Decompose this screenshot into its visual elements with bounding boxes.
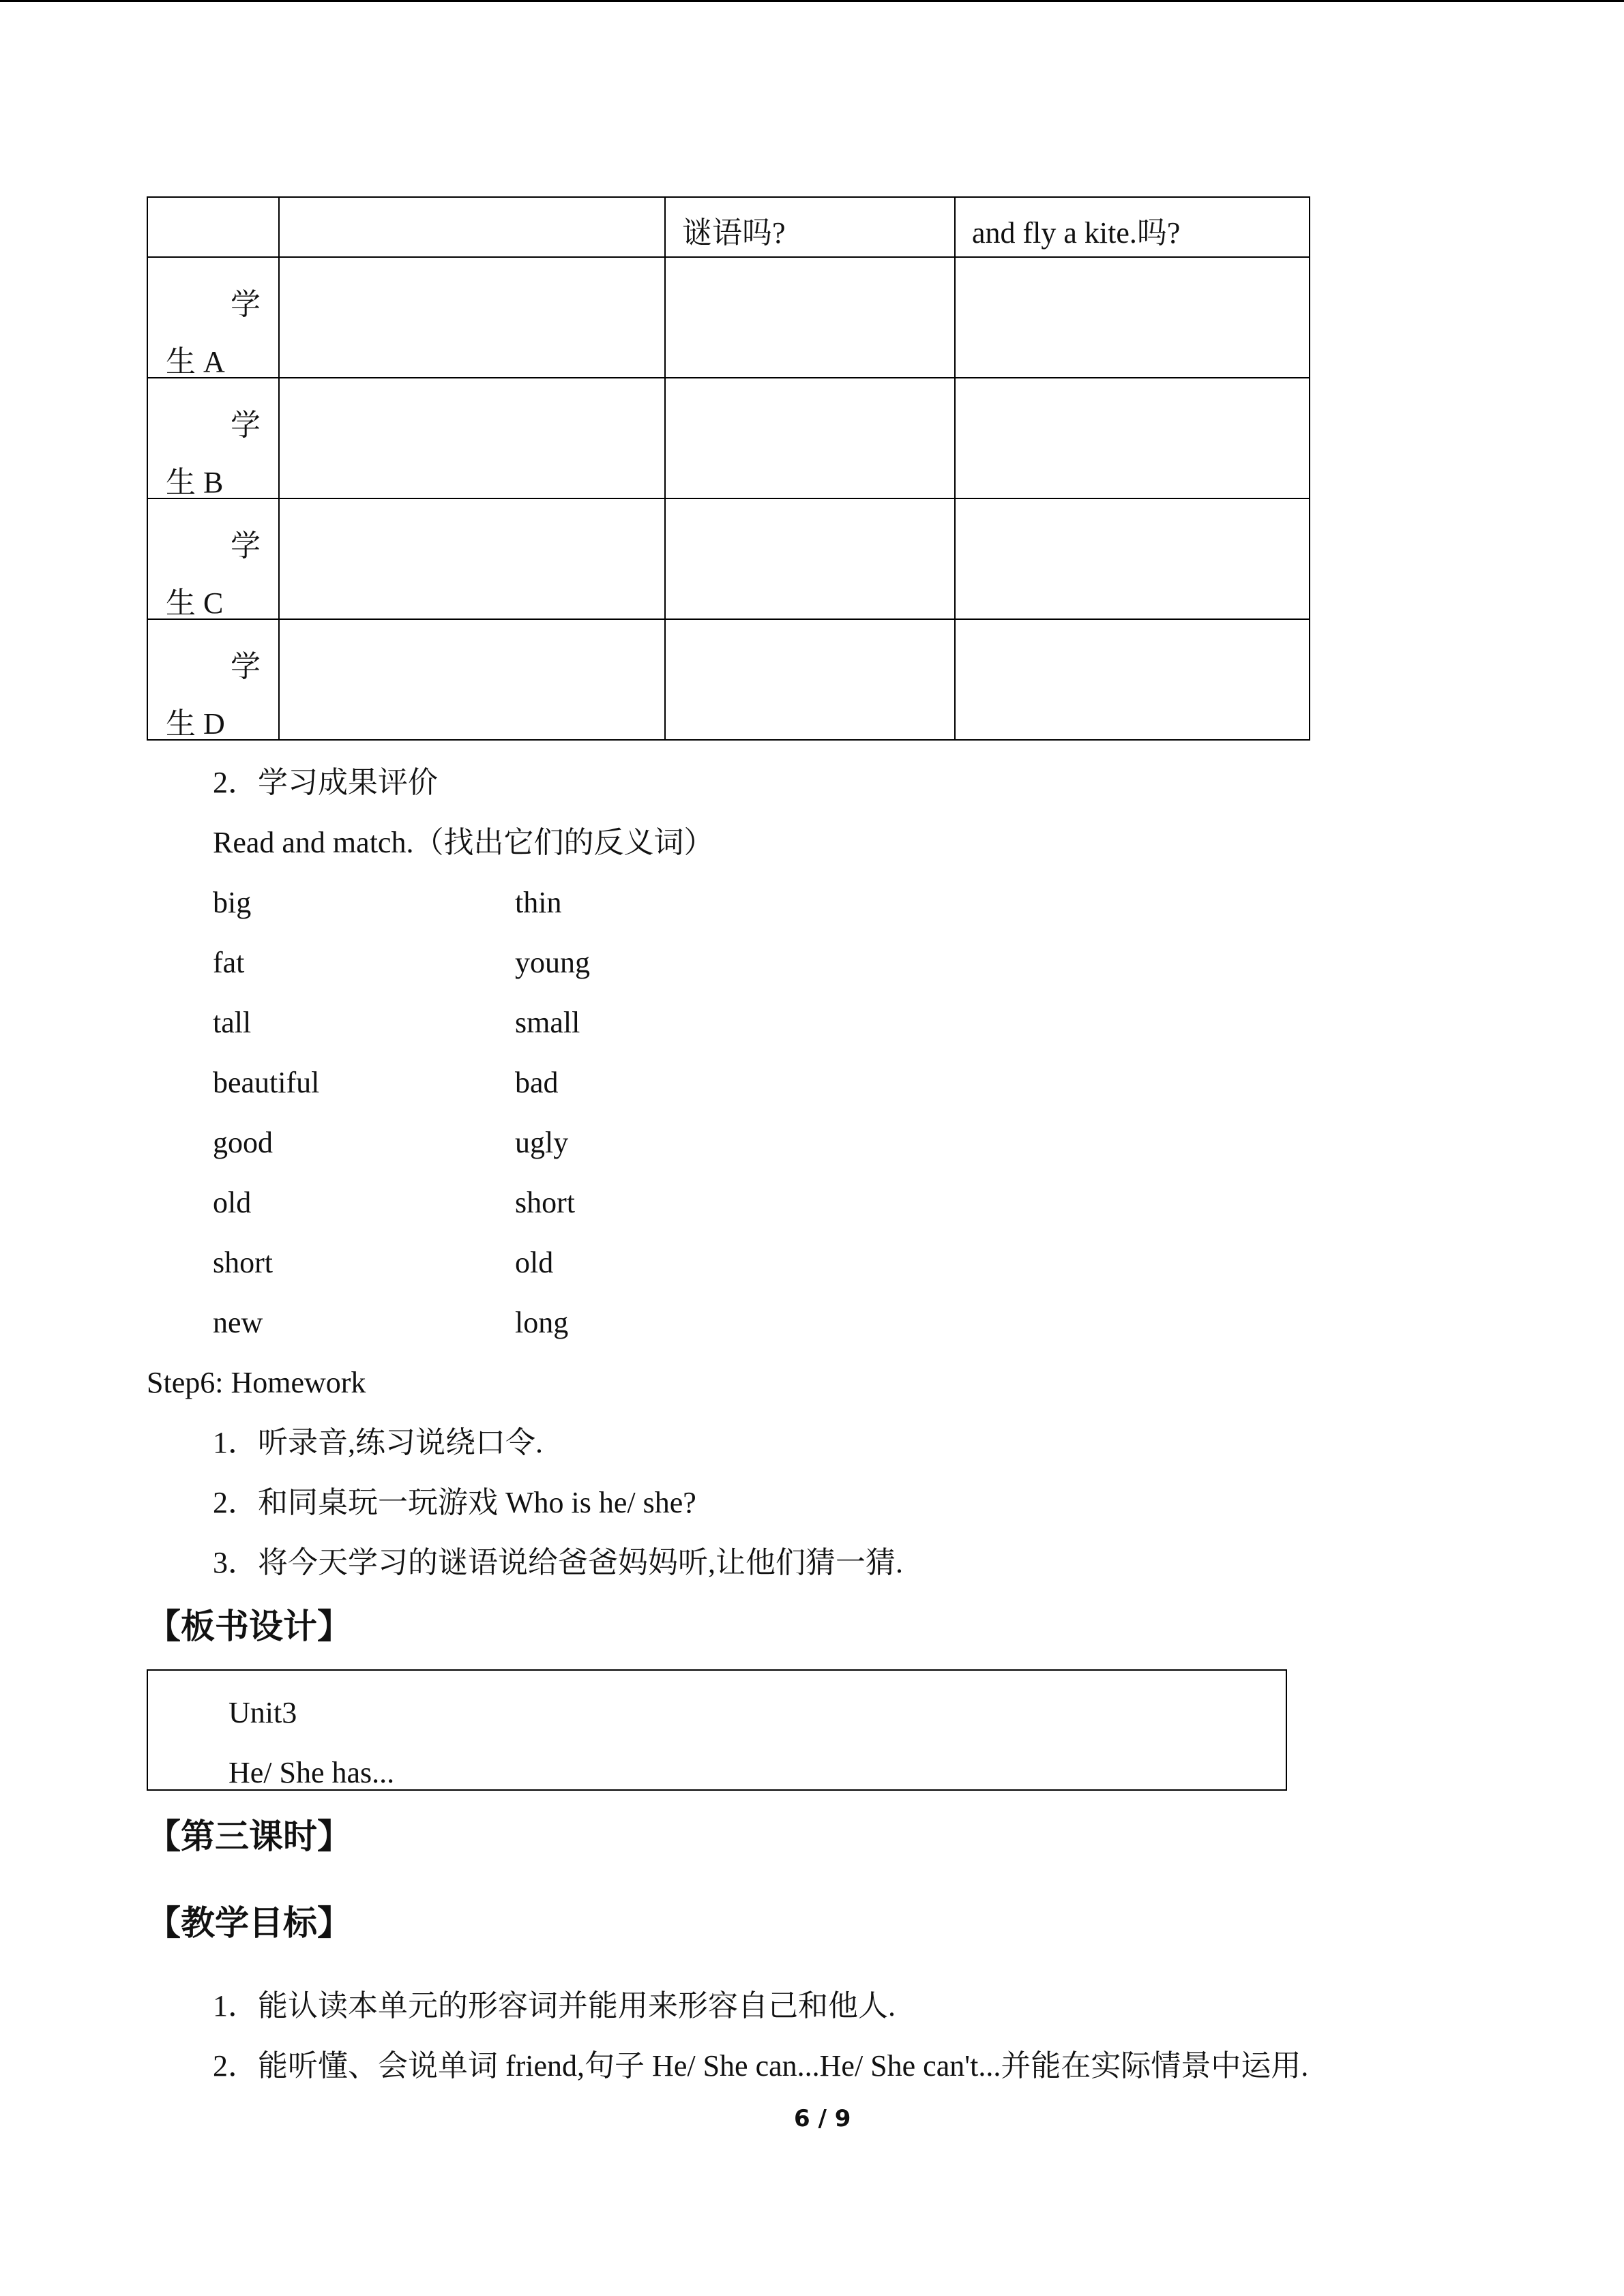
student-label-cell bbox=[147, 498, 279, 619]
match-word-right: short bbox=[515, 1186, 575, 1219]
table-row bbox=[147, 498, 1310, 619]
homework-item: 1．听录音,练习说绕口令. bbox=[213, 1426, 543, 1459]
evaluation-heading: 2．学习成果评价 bbox=[213, 766, 438, 799]
board-heading: 【板书设计】 bbox=[147, 1607, 351, 1646]
evaluation-table bbox=[147, 196, 1310, 741]
homework-item: 2．和同桌玩一玩游戏 Who is he/ she? bbox=[213, 1486, 696, 1519]
table-cell bbox=[665, 619, 955, 740]
table-row bbox=[147, 378, 1310, 498]
table-cell bbox=[279, 619, 665, 740]
evaluation-instruction: Read and match.（找出它们的反义词） bbox=[213, 826, 714, 859]
table-header-cell bbox=[147, 197, 279, 257]
table-cell bbox=[955, 619, 1310, 740]
table-row bbox=[147, 257, 1310, 378]
student-label-cell bbox=[147, 378, 279, 498]
page-number: 6 / 9 bbox=[794, 2105, 851, 2132]
student-label-top: 学 bbox=[231, 408, 261, 442]
match-word-right: bad bbox=[515, 1066, 559, 1099]
student-label-cell bbox=[147, 257, 279, 378]
board-line-1: Unit3 bbox=[228, 1696, 297, 1729]
match-word-right: long bbox=[515, 1306, 569, 1339]
table-cell bbox=[279, 257, 665, 378]
match-word-left: good bbox=[213, 1126, 273, 1159]
table-cell bbox=[279, 378, 665, 498]
match-word-right: small bbox=[515, 1006, 580, 1039]
table-cell bbox=[665, 498, 955, 619]
match-word-right: young bbox=[515, 946, 590, 979]
match-word-left: new bbox=[213, 1306, 263, 1339]
match-word-left: old bbox=[213, 1186, 252, 1219]
table-cell bbox=[665, 378, 955, 498]
table-cell bbox=[955, 498, 1310, 619]
table-header-cell: and fly a kite.吗? bbox=[955, 197, 1310, 257]
match-word-left: fat bbox=[213, 946, 245, 979]
match-word-left: tall bbox=[213, 1006, 252, 1039]
table-header-cell bbox=[279, 197, 665, 257]
table-header-row bbox=[147, 197, 1310, 257]
student-label-bottom: 生 B bbox=[166, 466, 224, 499]
table-cell bbox=[955, 378, 1310, 498]
match-word-right: thin bbox=[515, 886, 562, 919]
match-word-left: beautiful bbox=[213, 1066, 320, 1099]
top-border-line bbox=[0, 0, 1624, 2]
objectives-heading: 【教学目标】 bbox=[147, 1903, 351, 1943]
table-cell bbox=[955, 257, 1310, 378]
student-label-bottom: 生 C bbox=[166, 586, 224, 620]
table-row bbox=[147, 619, 1310, 740]
student-label-bottom: 生 D bbox=[166, 707, 225, 741]
student-label-top: 学 bbox=[231, 529, 261, 563]
homework-item: 3．将今天学习的谜语说给爸爸妈妈听,让他们猜一猜. bbox=[213, 1546, 903, 1579]
homework-title: Step6: Homework bbox=[147, 1366, 366, 1399]
objective-item: 1．能认读本单元的形容词并能用来形容自己和他人. bbox=[213, 1989, 896, 2023]
match-word-left: short bbox=[213, 1246, 273, 1279]
match-word-right: ugly bbox=[515, 1126, 569, 1159]
table-cell bbox=[665, 257, 955, 378]
objective-item: 2．能听懂、会说单词 friend,句子 He/ She can...He/ She can't...并能在实际情景中运用. bbox=[213, 2049, 1309, 2083]
student-label-top: 学 bbox=[231, 288, 261, 321]
student-label-top: 学 bbox=[231, 650, 261, 683]
match-word-left: big bbox=[213, 886, 252, 919]
table-header-cell: 谜语吗? bbox=[665, 197, 955, 257]
student-label-bottom: 生 A bbox=[166, 345, 225, 378]
match-word-right: old bbox=[515, 1246, 554, 1279]
lesson3-heading: 【第三课时】 bbox=[147, 1817, 351, 1856]
table-cell bbox=[279, 498, 665, 619]
board-line-2: He/ She has... bbox=[228, 1756, 395, 1789]
student-label-cell bbox=[147, 619, 279, 740]
